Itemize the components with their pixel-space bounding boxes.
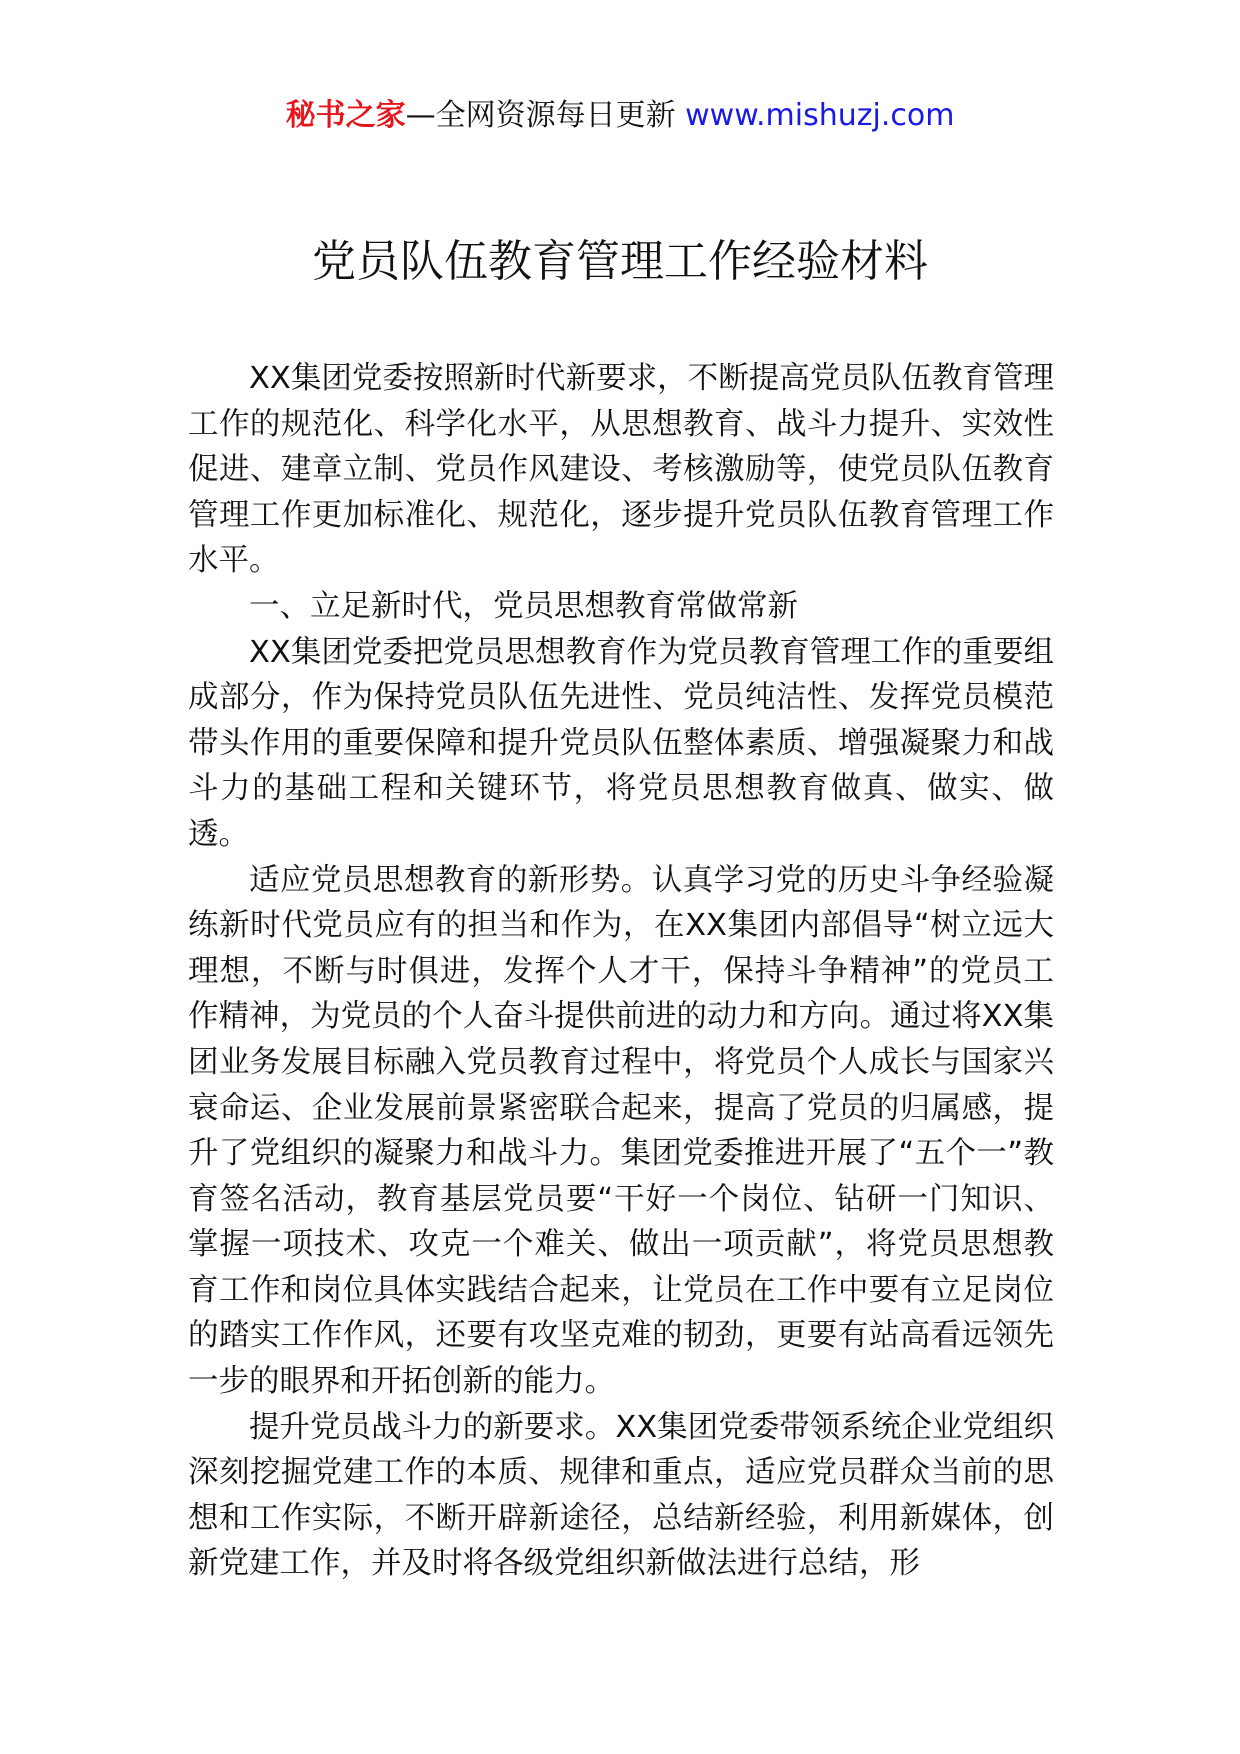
section-heading: 一、立足新时代，党员思想教育常做常新	[249, 588, 798, 624]
body-paragraph: XX集团党委把党员思想教育作为党员教育管理工作的重要组成部分，作为保持党员队伍先进性、党员纯洁性、发挥党员模范带头作用的重要保障和提升党员队伍整体素质、增强凝聚力和战斗力的基础工程和关键环节，将党员思想教育做真、做实、做透。	[188, 634, 1054, 852]
document-title: 党员队伍教育管理工作经验材料	[312, 236, 928, 287]
site-tagline: —全网资源每日更新	[405, 98, 686, 133]
document-body	[188, 356, 1054, 1587]
body-paragraph: 适应党员思想教育的新形势。认真学习党的历史斗争经验凝练新时代党员应有的担当和作为，在XX集团内部倡导“树立远大理想，不断与时俱进，发挥个人才干，保持斗争精神”的党员工作精神，为党员的个人奋斗提供前进的动力和方向。通过将XX集团业务发展目标融入党员教育过程中，将党员个人成长与国家兴衰命运、企业发展前景紧密联合起来，提高了党员的归属感，提升了党组织的凝聚力和战斗力。集团党委推进开展了“五个一”教育签名活动，教育基层党员要“干好一个岗位、钻研一门知识、掌握一项技术、攻克一个难关、做出一项贡献”，将党员思想教育工作和岗位具体实践结合起来，让党员在工作中要有立足岗位的踏实工作作风，还要有攻坚克难的韧劲，更要有站高看远领先一步的眼界和开拓创新的能力。	[188, 862, 1054, 1400]
intro-paragraph: XX集团党委按照新时代新要求，不断提高党员队伍教育管理工作的规范化、科学化水平，从思想教育、战斗力提升、实效性促进、建章立制、党员作风建设、考核激励等，使党员队伍教育管理工作更加标准化、规范化，逐步提升党员队伍教育管理工作水平。	[188, 361, 1054, 579]
site-brand: 秘书之家	[285, 98, 406, 133]
site-url-link[interactable]: www.mishuzj.com	[685, 98, 955, 133]
site-header	[0, 96, 1240, 136]
body-paragraph: 提升党员战斗力的新要求。XX集团党委带领系统企业党组织深刻挖掘党建工作的本质、规律和重点，适应党员群众当前的思想和工作实际，不断开辟新途径，总结新经验，利用新媒体，创新党建工作，并及时将各级党组织新做法进行总结，形	[188, 1409, 1054, 1582]
